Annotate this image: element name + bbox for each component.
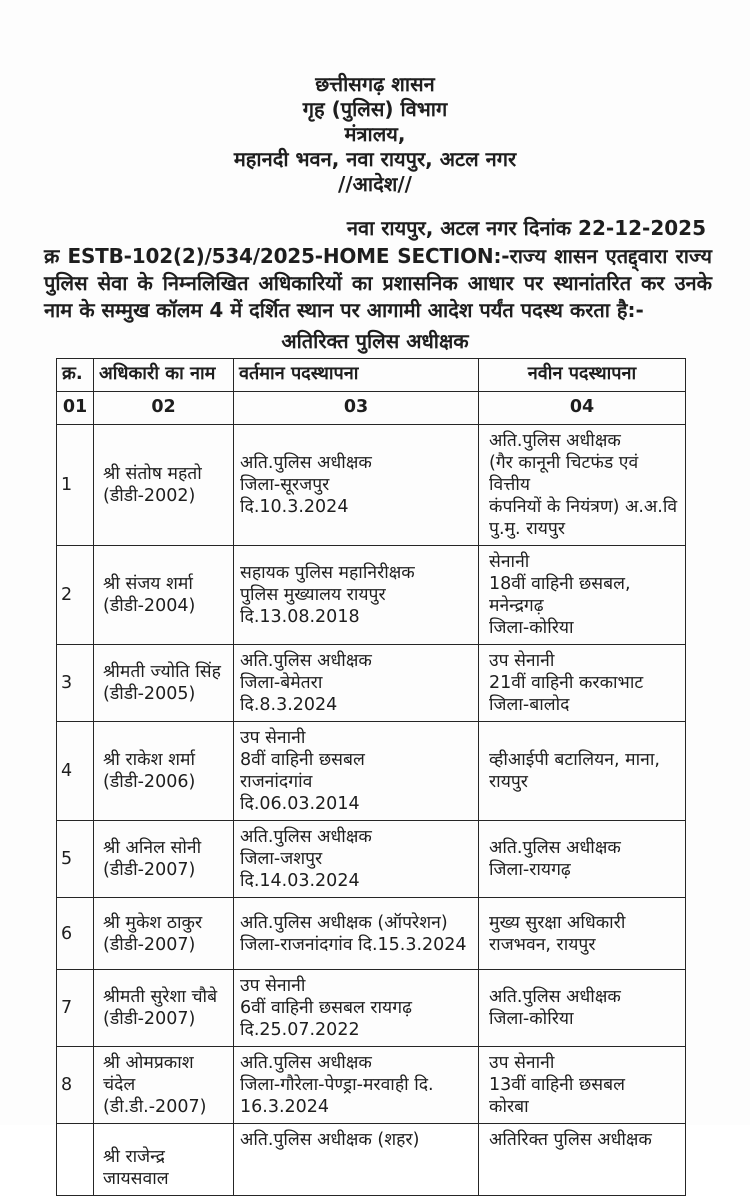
cell-new-posting [479,821,686,898]
col-number-03: 03 [234,392,479,425]
cell-line: जिला-बेमेतरा [240,673,323,693]
cell-line: दि.10.3.2024 [240,497,349,517]
cell-serial-number [57,1124,94,1196]
cell-serial-number: 4 [57,722,94,821]
cell-line: अति.पुलिस अधीक्षक [240,1053,372,1073]
header-row [57,359,686,392]
cell-serial-number: 5 [57,821,94,898]
cell-line: (डीडी-2002) [103,486,196,506]
cell-line: अति.पुलिस अधीक्षक [240,453,372,473]
transfer-table [56,358,686,1196]
cell-current-posting [234,1124,479,1196]
cell-new-posting [479,1047,686,1124]
cell-line: जिला-राजनांदगांव दि.15.3.2024 [240,934,467,955]
cell-line: अति.पुलिस अधीक्षक [489,431,621,451]
cell-line: दि.06.03.2014 [240,794,360,814]
cell-line: अति.पुलिस अधीक्षक [489,838,621,858]
cell-serial-number: 2 [57,546,94,645]
cell-new-posting [479,722,686,821]
cell-line: दि.14.03.2024 [240,871,360,891]
cell-line: जिला-रायगढ़ [489,860,571,880]
cell-line: पु.मु. रायपुर [489,519,566,539]
cell-current-posting [234,1047,479,1124]
letterhead-line-department: गृह (पुलिस) विभाग [302,97,448,121]
cell-current-posting [234,425,479,546]
table-row [57,546,686,645]
cell-line: उप सेनानी [240,728,306,748]
cell-line: अति.पुलिस अधीक्षक [240,827,372,847]
cell-line: श्री ओमप्रकाश चंदेल [103,1053,194,1095]
cell-new-posting [479,425,686,546]
cell-officer-name [94,1124,234,1196]
cell-line: 13वीं वाहिनी छसबल [489,1075,625,1095]
cell-serial-number: 8 [57,1047,94,1124]
cell-officer-name [94,645,234,722]
cell-line: उप सेनानी [240,976,306,996]
cell-line: दि.25.07.2022 [240,1020,360,1040]
cell-line: जिला-कोरिया [489,1009,574,1029]
cell-line: सहायक पुलिस महानिरीक्षक [240,563,415,583]
cell-line: कोरबा [489,1097,529,1117]
cell-line: दि.8.3.2024 [240,695,338,715]
table-row [57,898,686,970]
table-row [57,1047,686,1124]
cell-line: श्री संतोष महतो [103,464,202,484]
column-number-row [57,392,686,425]
col-header-current-posting: वर्तमान पदस्थापना [234,359,479,392]
table-row [57,425,686,546]
table-row [57,645,686,722]
cell-officer-name [94,1047,234,1124]
col-header-new-posting: नवीन पदस्थापना [479,359,686,392]
cell-line: 8वीं वाहिनी छसबल [240,750,365,770]
cell-line: (डीडी-2007) [103,860,196,880]
cell-line: (गैर कानूनी चिटफंड एवं वित्तीय [489,453,639,495]
order-reference-number: ESTB-102(2)/534/2025-HOME SECTION: [67,244,502,268]
cell-line: श्री मुकेश ठाकुर [103,912,203,933]
cell-serial-number: 7 [57,970,94,1047]
cell-line: श्री संजय शर्मा [103,574,193,594]
cell-serial-number: 3 [57,645,94,722]
cell-line: सेनानी [489,552,530,572]
table-body [57,425,686,1196]
table-row [57,1124,686,1196]
cell-line: व्हीआईपी बटालियन, माना, [489,750,660,770]
cell-current-posting [234,970,479,1047]
cell-line: (डीडी-2007) [103,1009,196,1029]
cell-officer-name [94,970,234,1047]
col-number-01: 01 [57,392,94,425]
col-number-04: 04 [479,392,686,425]
cell-line: अति.पुलिस अधीक्षक (शहर) [240,1130,420,1150]
cell-line: जिला-गौरेला-पेण्ड्रा-मरवाही दि. [240,1075,434,1095]
col-header-serial: क्र. [57,359,94,392]
cell-line: जिला-सूरजपुर [240,475,330,495]
table-row [57,722,686,821]
cell-line: पुलिस मुख्यालय रायपुर [240,585,386,605]
cell-current-posting [234,546,479,645]
cell-line: जिला-जशपुर [240,849,323,869]
cell-line: श्रीमती ज्योति सिंह [103,662,221,682]
document-letterhead [0,72,750,197]
cell-line: श्री अनिल सोनी [103,838,202,858]
letterhead-order-heading: //आदेश// [338,172,412,196]
letterhead-line-address: महानदी भवन, नवा रायपुर, अटल नगर [233,147,517,171]
cell-line: 18वीं वाहिनी छसबल, मनेन्द्रगढ़ [489,574,631,616]
cell-line: उप सेनानी [489,1053,555,1073]
cell-current-posting [234,645,479,722]
cell-officer-name [94,898,234,970]
cell-current-posting [234,821,479,898]
cell-line: श्री राकेश शर्मा [103,750,195,770]
col-number-02: 02 [94,392,234,425]
cell-new-posting [479,898,686,970]
table-row [57,821,686,898]
cell-line: (डीडी-2006) [103,772,196,792]
cell-serial-number: 1 [57,425,94,546]
cell-officer-name [94,821,234,898]
cell-new-posting [479,645,686,722]
cell-line: जिला-बालोद [489,695,570,715]
order-number-prefix: क्र [44,244,68,268]
cell-officer-name [94,425,234,546]
cell-officer-name [94,722,234,821]
cell-line: (डीडी-2004) [103,596,196,616]
cell-line: दि.13.08.2018 [240,607,360,627]
cell-new-posting [479,1124,686,1196]
cell-current-posting [234,722,479,821]
cell-line: 16.3.2024 [240,1097,330,1117]
cell-line: 6वीं वाहिनी छसबल रायगढ़ [240,998,412,1018]
cell-new-posting [479,546,686,645]
cell-line: अति.पुलिस अधीक्षक [240,651,372,671]
cell-line: (डीडी-2007) [103,934,196,955]
cell-new-posting [479,970,686,1047]
cell-line: (डीडी-2005) [103,684,196,704]
cell-current-posting [234,898,479,970]
cell-line: राजनांदगांव [240,772,313,792]
order-body-text: -राज्य शासन एतद्द्वारा राज्य पुलिस सेवा के निम्नलिखित अधिकारियों का प्रशासनिक आधार पर स्थानांतरित कर उनके नाम के सम्मुख कॉलम 4 में दर्शित स्थान पर आगामी आदेश पर्यंत पदस्थ करता है:- [44,244,712,322]
cell-line: उप सेनानी [489,651,555,671]
place-date-line: नवा रायपुर, अटल नगर दिनांक 22-12-2025 [346,216,706,240]
table-title: अतिरिक्त पुलिस अधीक्षक [281,329,469,353]
cell-line: अतिरिक्त पुलिस अधीक्षक [489,1130,652,1150]
order-paragraph [44,243,712,324]
cell-line: राजभवन, रायपुर [489,934,596,955]
cell-line: मुख्य सुरक्षा अधिकारी [489,912,626,933]
cell-line: रायपुर [489,772,528,792]
cell-line: अति.पुलिस अधीक्षक [489,987,621,1007]
col-header-officer-name: अधिकारी का नाम [94,359,234,392]
cell-line: (डी.डी.-2007) [103,1097,207,1117]
cell-line: कंपनियों के नियंत्रण) अ.अ.वि [489,497,678,517]
letterhead-line-ministry: मंत्रालय, [344,122,406,146]
cell-line: 21वीं वाहिनी करकाभाट [489,673,644,693]
cell-line: जिला-कोरिया [489,618,574,638]
cell-line: श्रीमती सुरेशा चौबे [103,987,218,1007]
table-header [57,359,686,425]
cell-line: अति.पुलिस अधीक्षक (ऑपरेशन) [240,912,448,933]
table-row [57,970,686,1047]
cell-serial-number: 6 [57,898,94,970]
cell-line: श्री राजेन्द्र जायसवाल [103,1147,169,1189]
letterhead-line-government: छत्तीसगढ़ शासन [315,72,435,96]
cell-officer-name [94,546,234,645]
